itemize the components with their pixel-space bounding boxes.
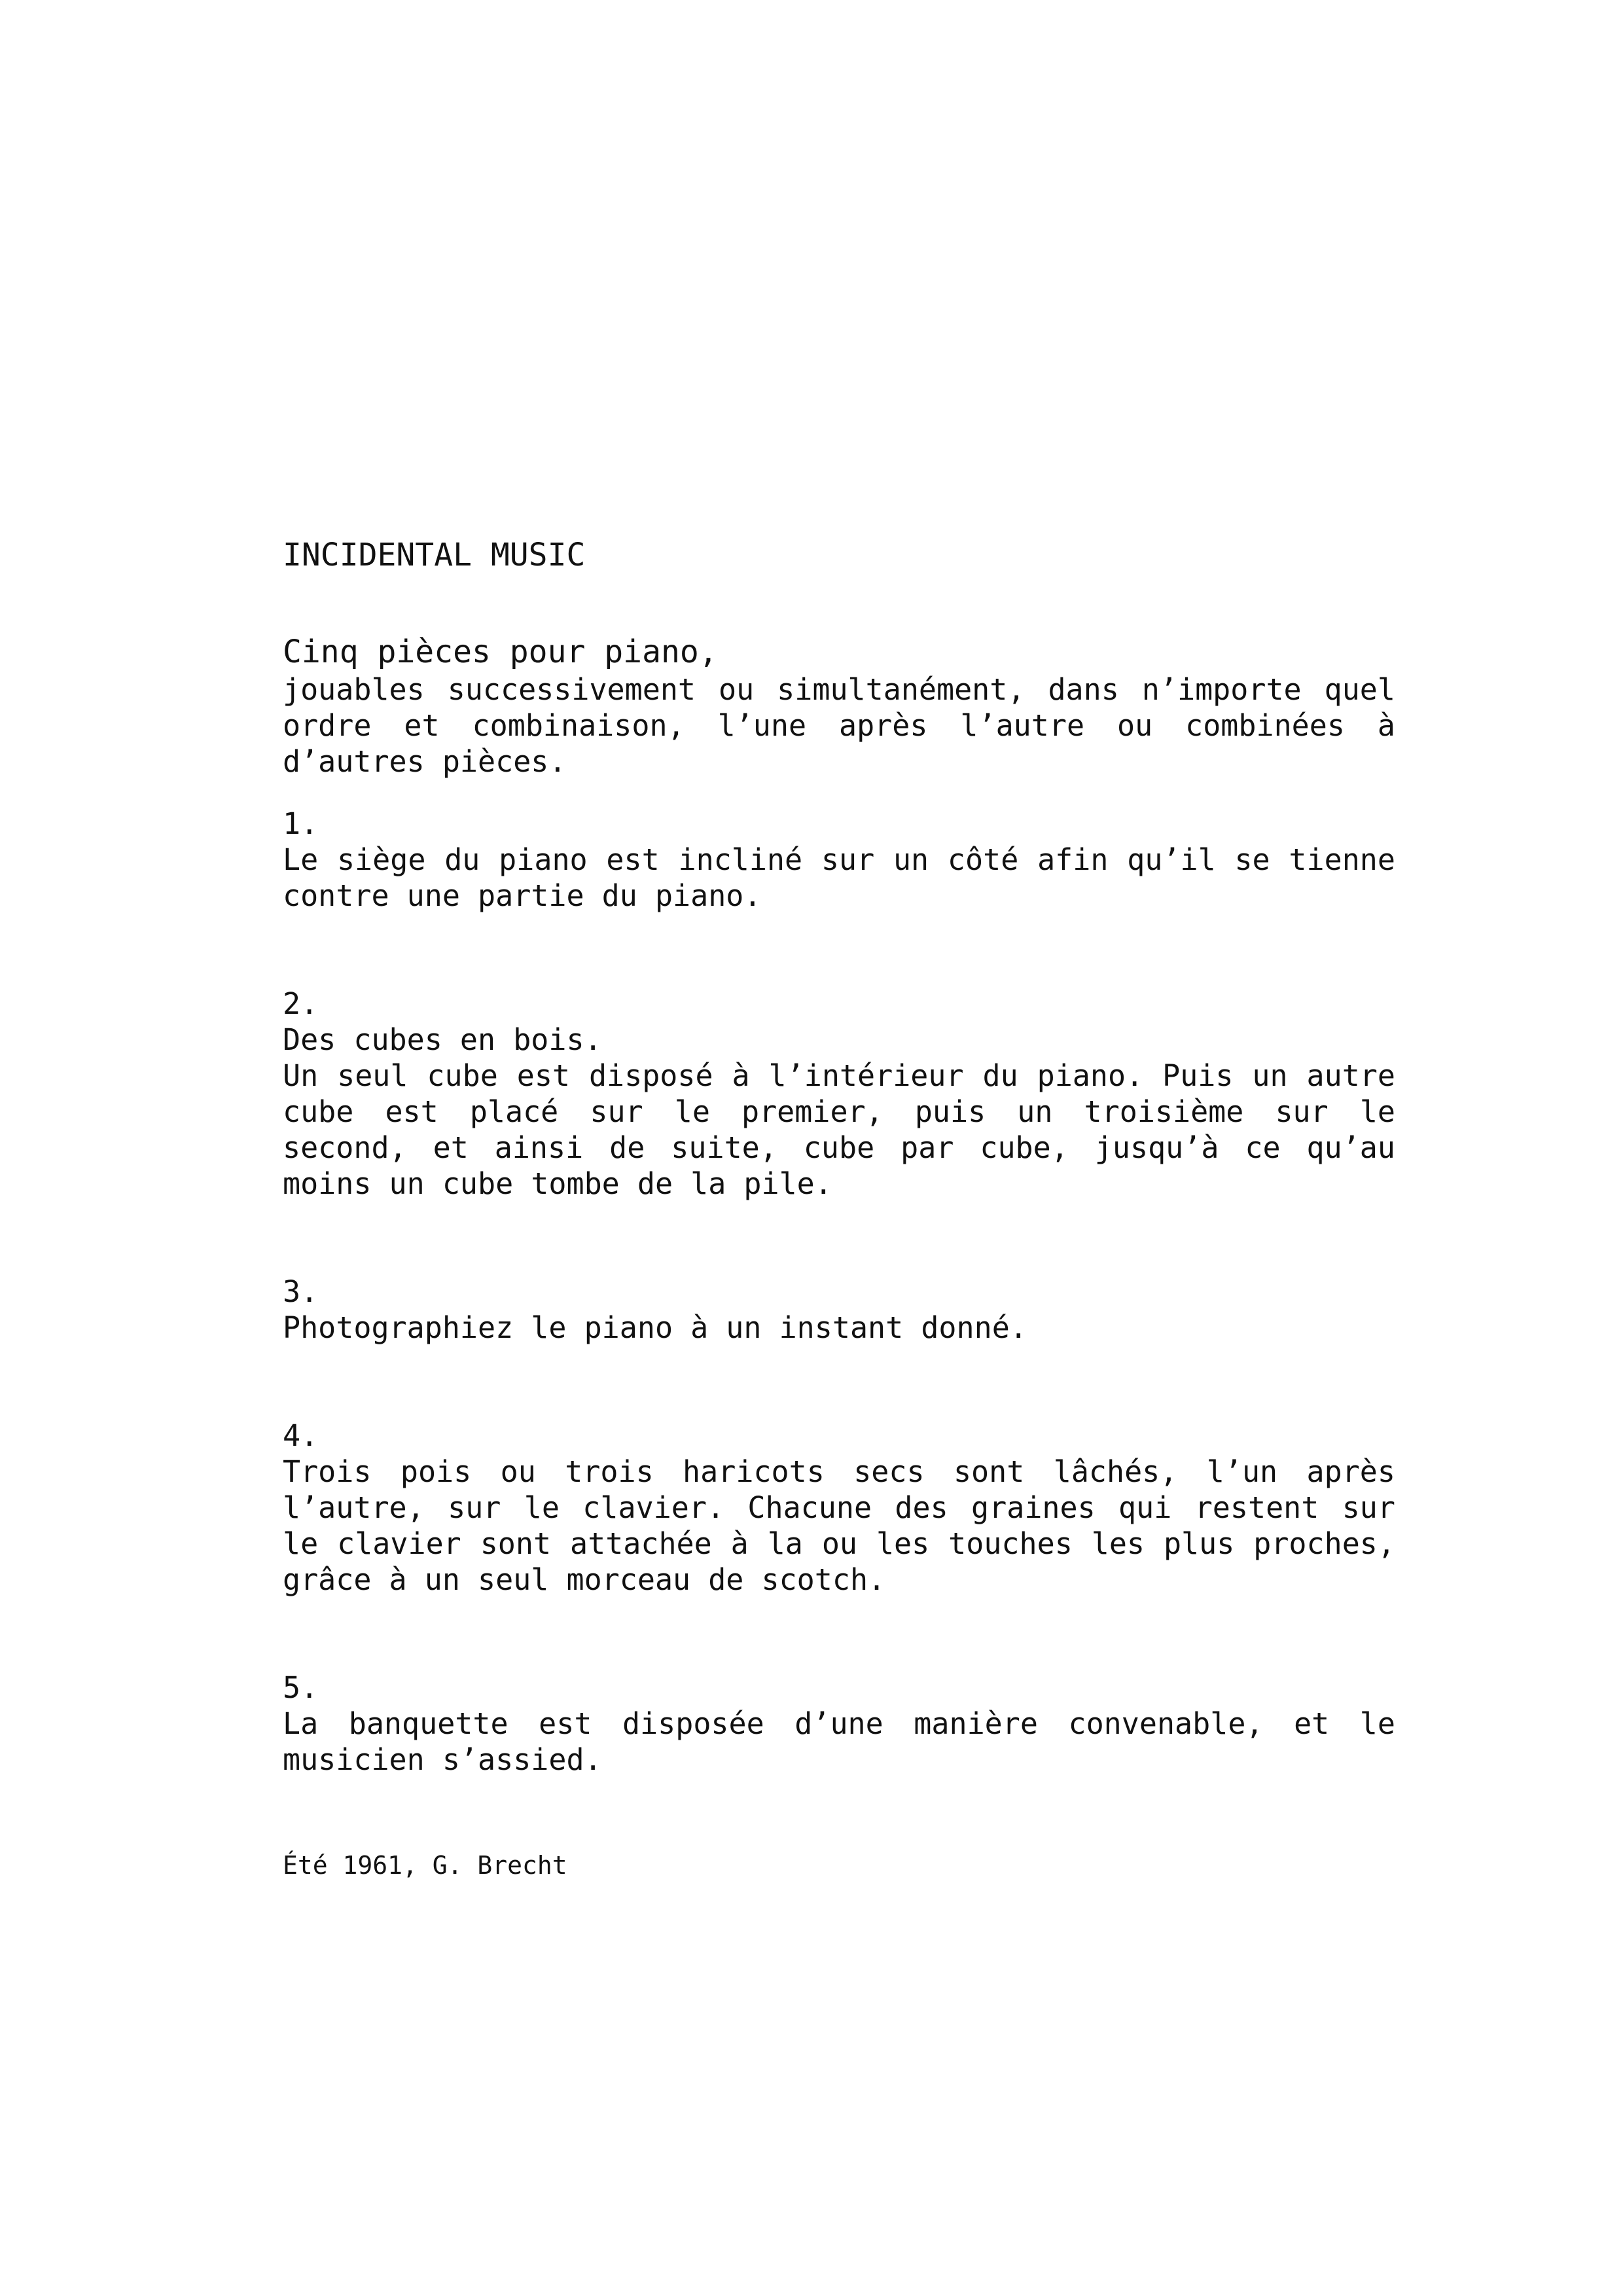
piece-5 [283, 1670, 1395, 1778]
piece-number: 2. [283, 986, 319, 1021]
piece-number: 4. [283, 1418, 319, 1453]
piece-1 [283, 806, 1395, 914]
piece-text: La banquette est disposée d’une manière convenable, et le musicien s’assied. [283, 1706, 1395, 1777]
piece-number: 5. [283, 1670, 319, 1705]
piece-text: Le siège du piano est incliné sur un côté afin qu’il se tienne contre une partie du piano. [283, 842, 1395, 913]
piece-number: 3. [283, 1274, 319, 1309]
piece-2 [283, 986, 1395, 1202]
piece-text: Des cubes en bois. [283, 1022, 602, 1057]
piece-number: 1. [283, 806, 319, 841]
piece-4 [283, 1418, 1395, 1598]
document-title: INCIDENTAL MUSIC [283, 537, 586, 573]
document-subtitle: Cinq pièces pour piano, [283, 634, 718, 670]
piece-text: Un seul cube est disposé à l’intérieur du piano. Puis un autre cube est placé sur le premier, puis un troisième sur le second, et ainsi de suite, cube par cube, jusqu’à ce qu’au moins un cube tombe de la pile. [283, 1058, 1395, 1201]
piece-text: Photographiez le piano à un instant donné. [283, 1310, 1027, 1345]
intro-paragraph: jouables successivement ou simultanément, dans n’importe quel ordre et combinaison, l’une après l’autre ou combinées à d’autres pièces. [283, 672, 1395, 779]
document-page [283, 535, 1395, 1906]
piece-text: Trois pois ou trois haricots secs sont lâchés, l’un après l’autre, sur le clavier. Chacune des graines qui restent sur le clavier sont attachée à la ou les touches les plus proches, grâce à un seul morceau de scotch. [283, 1454, 1395, 1597]
piece-3 [283, 1274, 1395, 1346]
signature: Été 1961, G. Brecht [283, 1851, 567, 1880]
